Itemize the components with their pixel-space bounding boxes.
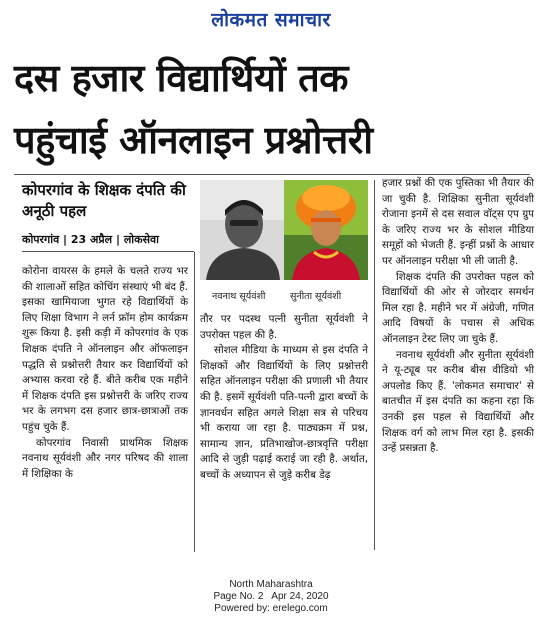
dateline-rule [22,251,194,252]
column-divider-2 [374,180,375,550]
photo-sunita [284,180,368,280]
footer-powered-by: Powered by: erelego.com [214,603,328,614]
column-1-paragraph-1: कोरोना वायरस के हमले के चलते राज्य भर की शालाओं सहित कोचिंग संस्थाएं भी बंद हैं. इसका खामियाजा भुगत रहे विद्यार्थियों के लिए शिक्षा विभाग ने लर्न फ्रॉम होम कार्यक्रम शुरू किया है. इसी कड़ी में कोपरगांव के एक शिक्षक दंपति ने ऑनलाइन और ऑफलाइन पद्धति से प्रश्नोत्तरी तैयार कर विद्यार्थियों को अभ्यास करवा रहे हैं. बीते करीब एक महीने में शिक्षक दंपति इस प्रश्नोत्तरी के जरिए राज्य भर के लगभग दस हजार छात्र-छात्राओं तक पहुंच चुके हैं. [22,265,188,433]
article-column-2 [200,312,368,484]
photo-navnath [200,180,284,280]
photo-caption-sunita: सुनीता सूर्यवंशी [290,291,342,302]
column-1-paragraph-2: कोपरगांव निवासी प्राथमिक शिक्षक नवनाथ सूर्यवंशी और नगर परिषद की शाला में शिक्षिका के [22,436,188,480]
masthead [0,6,542,32]
dateline: कोपरगांव | 23 अप्रैल | लोकसेवा [22,233,159,246]
page-footer [0,579,542,615]
column-3-paragraph-1: हजार प्रश्नों की एक पुस्तिका भी तैयार की जा चुकी है. शिक्षिका सुनीता सूर्यवंशी रोजाना इनमें से दस सवाल वॉट्स एप ग्रुप के जरिए राज्य भर के सोशल मीडिया समूहों को भेजती हैं. इन्हीं प्रश्नों के आधार पर ऑनलाइन परीक्षा भी ली जाती है. [382,177,534,267]
article-column-1 [22,264,188,482]
column-divider-1 [194,252,195,552]
column-3-paragraph-2: शिक्षक दंपति की उपरोक्त पहल को विद्यार्थियों की ओर से जोरदार समर्थन मिल रहा है. महीने भर में अंग्रेजी, गणित आदि विषयों के पचास से अधिक ऑनलाइन टेस्ट लिए जा चुके हैं. [382,270,534,345]
column-3-paragraph-3: नवनाथ सूर्यवंशी और सुनीता सूर्यवंशी ने यू-ट्यूब पर करीब बीस वीडियो भी अपलोड किए हैं. 'लोकमत समाचार' से बातचीत में इस दंपति का कहना रहा कि उनकी इस पहल से विद्यार्थियों और शिक्षक वर्ग को लाभ मिल रहा है. इसकी उन्हें प्रसन्नता है. [382,348,534,455]
photo-caption-navnath: नवनाथ सूर्यवंशी [212,291,266,302]
headline-rule [14,174,530,175]
headline-line-1: दस हजार विद्यार्थियों तक [14,56,348,100]
column-2-paragraph-1: तौर पर पदस्थ पत्नी सुनीता सूर्यवंशी ने उपरोक्त पहल की है. [200,313,368,341]
article-column-3 [382,176,534,457]
headline-line-2: पहुंचाई ऑनलाइन प्रश्नोत्तरी [14,118,373,162]
footer-edition: North Maharashtra [229,579,313,590]
footer-page-date: Page No. 2 Apr 24, 2020 [213,591,329,602]
column-2-paragraph-2: सोशल मीडिया के माध्यम से इस दंपति ने शिक्षकों और विद्यार्थियों के लिए प्रश्नोत्तरी सहित ऑनलाइन परीक्षा की प्रणाली भी तैयार की है. इसमें सूर्यवंशी पति-पत्नी द्वारा बच्चों के ज्ञानवर्धन सहित अगले शिक्षा सत्र से परिचय भी कराया जा रहा है. पाठ्यक्रम में प्रश्न, सामान्य ज्ञान, प्रतिभाखोज-छात्रवृत्ति परीक्षा आदि से जुड़ी पढ़ाई कराई जा रही है. अर्थात, बच्चों के अध्यापन से जुड़े करीब डेढ़ [200,344,368,481]
masthead-logo: लोकमत समाचार [211,9,331,31]
subhead: कोपरगांव के शिक्षक दंपति की अनूठी पहल [22,181,186,220]
